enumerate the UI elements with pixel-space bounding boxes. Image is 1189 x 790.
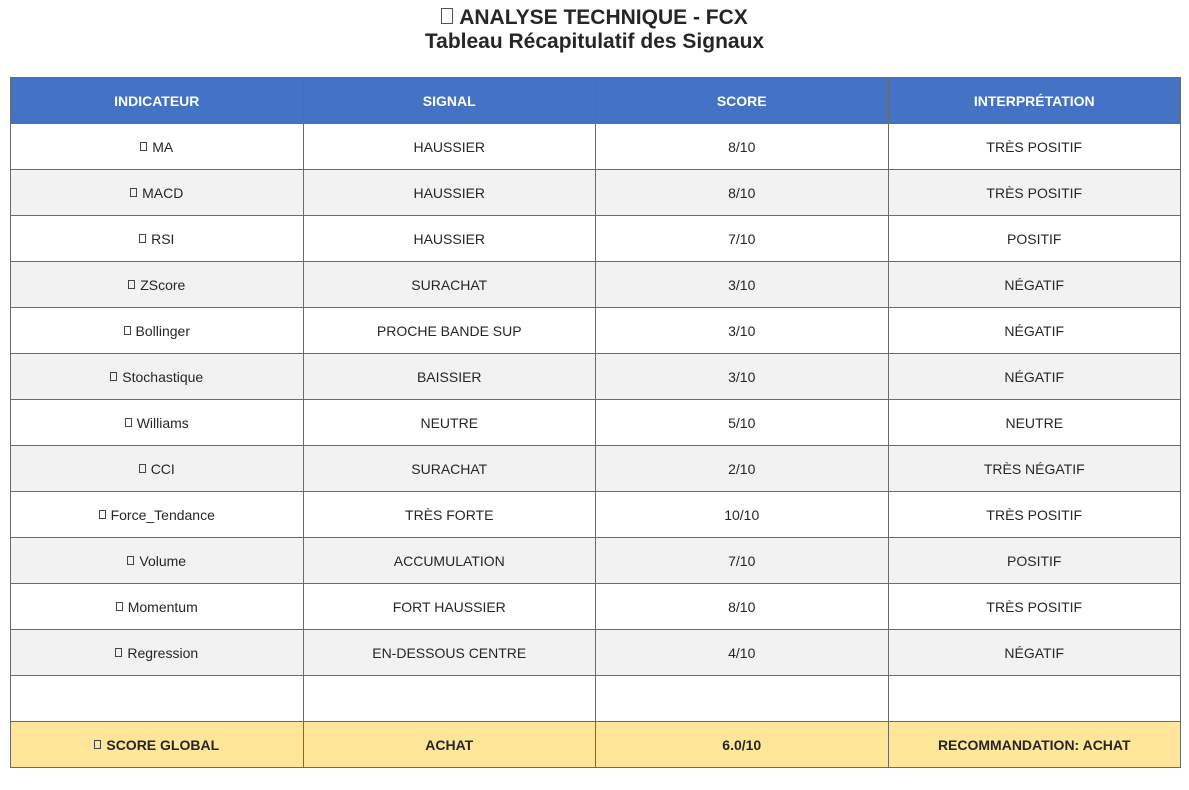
tofu-glyph-icon: [140, 142, 147, 151]
signal-text: HAUSSIER: [413, 184, 486, 201]
indicator-text: ZScore: [140, 276, 186, 293]
signal-text: TRÈS FORTE: [405, 506, 494, 523]
signal-cell: [303, 538, 596, 584]
table-row: [11, 262, 1181, 308]
interpretation-text: NÉGATIF: [1004, 644, 1065, 661]
indicator-text: MACD: [142, 184, 184, 201]
indicator-cell: [11, 676, 304, 722]
title-line-1: [0, 6, 1189, 30]
score-text: 4/10: [728, 644, 756, 661]
indicator-cell: [11, 216, 304, 262]
score-text: 8/10: [728, 138, 756, 155]
table-row: [11, 538, 1181, 584]
tofu-glyph-icon: [139, 234, 146, 243]
indicator-text: Bollinger: [135, 322, 190, 339]
interpretation-cell: [888, 308, 1181, 354]
indicator-text: Stochastique: [122, 368, 204, 385]
interpretation-cell: [888, 216, 1181, 262]
signal-cell: [303, 722, 596, 768]
indicator-cell: [11, 446, 304, 492]
score-cell: [596, 216, 889, 262]
interpretation-text: TRÈS POSITIF: [986, 184, 1083, 201]
score-text: 2/10: [728, 460, 756, 477]
interpretation-text: NEUTRE: [1005, 414, 1064, 431]
indicator-cell: [11, 538, 304, 584]
table-row: [11, 308, 1181, 354]
interpretation-text: TRÈS POSITIF: [986, 598, 1083, 615]
signal-text: FORT HAUSSIER: [392, 598, 506, 615]
tofu-glyph-icon: [130, 188, 137, 197]
indicator-cell: [11, 124, 304, 170]
interpretation-text: POSITIF: [1007, 230, 1062, 247]
score-text: 8/10: [728, 598, 756, 615]
signal-cell: [303, 308, 596, 354]
table-row: [11, 630, 1181, 676]
chart-title: [0, 6, 1189, 54]
header-signal: SIGNAL: [303, 78, 596, 124]
total-row: [11, 722, 1181, 768]
signal-cell: [303, 630, 596, 676]
interpretation-text: NÉGATIF: [1004, 276, 1065, 293]
interpretation-cell: [888, 354, 1181, 400]
table-row: [11, 354, 1181, 400]
indicator-text: Momentum: [127, 598, 198, 615]
indicator-cell: [11, 722, 304, 768]
title-text: ANALYSE TECHNIQUE - FCX: [459, 6, 748, 29]
tofu-glyph-icon: [441, 8, 453, 24]
signal-cell: [303, 446, 596, 492]
signal-cell: [303, 124, 596, 170]
signal-cell: [303, 492, 596, 538]
indicator-text: CCI: [150, 460, 175, 477]
indicator-cell: [11, 492, 304, 538]
signal-text: HAUSSIER: [413, 230, 486, 247]
subtitle: Tableau Récapitulatif des Signaux: [424, 30, 765, 53]
score-cell: [596, 354, 889, 400]
indicator-text: Regression: [127, 644, 199, 661]
interpretation-text: TRÈS NÉGATIF: [983, 460, 1085, 477]
indicator-text: Williams: [136, 414, 189, 431]
signal-cell: [303, 584, 596, 630]
table-row: [11, 400, 1181, 446]
score-text: 3/10: [728, 368, 756, 385]
score-cell: [596, 722, 889, 768]
score-text: 8/10: [728, 184, 756, 201]
score-text: 10/10: [724, 506, 760, 523]
header-indicateur: INDICATEUR: [11, 78, 304, 124]
interpretation-cell: [888, 124, 1181, 170]
header-score: SCORE: [596, 78, 889, 124]
interpretation-cell: [888, 170, 1181, 216]
interpretation-text: TRÈS POSITIF: [986, 138, 1083, 155]
score-text: 7/10: [728, 230, 756, 247]
tofu-glyph-icon: [124, 326, 131, 335]
indicator-text: Volume: [139, 552, 187, 569]
signal-cell: [303, 354, 596, 400]
interpretation-cell: [888, 630, 1181, 676]
tofu-glyph-icon: [125, 418, 132, 427]
table-row: [11, 446, 1181, 492]
tofu-glyph-icon: [94, 740, 101, 749]
indicator-text: RSI: [151, 230, 175, 247]
score-cell: [596, 446, 889, 492]
score-cell: [596, 676, 889, 722]
indicator-cell: [11, 262, 304, 308]
score-cell: [596, 170, 889, 216]
interpretation-cell: [888, 492, 1181, 538]
tofu-glyph-icon: [128, 280, 135, 289]
signal-cell: [303, 262, 596, 308]
table-row: [11, 216, 1181, 262]
tofu-glyph-icon: [139, 464, 146, 473]
indicator-cell: [11, 170, 304, 216]
signal-text: EN-DESSOUS CENTRE: [372, 644, 527, 661]
tofu-glyph-icon: [115, 648, 122, 657]
tofu-glyph-icon: [127, 556, 134, 565]
signal-text: ACCUMULATION: [393, 552, 505, 569]
interpretation-cell: [888, 400, 1181, 446]
signal-text: NEUTRE: [420, 414, 479, 431]
signal-cell: [303, 676, 596, 722]
score-cell: [596, 630, 889, 676]
table-row: [11, 492, 1181, 538]
indicator-text: SCORE GLOBAL: [106, 736, 220, 753]
interpretation-cell: [888, 446, 1181, 492]
signal-text: SURACHAT: [411, 460, 488, 477]
interpretation-cell: [888, 722, 1181, 768]
tofu-glyph-icon: [110, 372, 117, 381]
table-row: [11, 124, 1181, 170]
signal-text: ACHAT: [425, 736, 474, 753]
interpretation-text: NÉGATIF: [1004, 368, 1065, 385]
score-cell: [596, 124, 889, 170]
score-cell: [596, 400, 889, 446]
interpretation-text: NÉGATIF: [1004, 322, 1065, 339]
indicator-cell: [11, 400, 304, 446]
tofu-glyph-icon: [99, 510, 106, 519]
signal-cell: [303, 170, 596, 216]
score-cell: [596, 492, 889, 538]
table-header-row: [11, 78, 1181, 124]
indicator-text: MA: [152, 138, 174, 155]
score-cell: [596, 538, 889, 584]
score-cell: [596, 262, 889, 308]
table-row: [11, 584, 1181, 630]
interpretation-text: POSITIF: [1007, 552, 1062, 569]
interpretation-cell: [888, 262, 1181, 308]
indicator-cell: [11, 308, 304, 354]
signal-cell: [303, 400, 596, 446]
interpretation-text: TRÈS POSITIF: [986, 506, 1083, 523]
signal-text: SURACHAT: [411, 276, 488, 293]
header-interpretation: INTERPRÉTATION: [888, 78, 1181, 124]
score-text: 3/10: [728, 276, 756, 293]
signal-text: BAISSIER: [416, 368, 482, 385]
signal-summary-table: [10, 77, 1181, 768]
indicator-cell: [11, 354, 304, 400]
interpretation-cell: [888, 538, 1181, 584]
score-cell: [596, 584, 889, 630]
signal-text: HAUSSIER: [413, 138, 486, 155]
table-row: [11, 170, 1181, 216]
tofu-glyph-icon: [116, 602, 123, 611]
score-text: 7/10: [728, 552, 756, 569]
table-row: [11, 676, 1181, 722]
score-text: 5/10: [728, 414, 756, 431]
signal-cell: [303, 216, 596, 262]
signal-text: PROCHE BANDE SUP: [376, 322, 522, 339]
indicator-cell: [11, 630, 304, 676]
score-text: 3/10: [728, 322, 756, 339]
score-text: 6.0/10: [722, 736, 762, 753]
interpretation-cell: [888, 676, 1181, 722]
score-cell: [596, 308, 889, 354]
indicator-cell: [11, 584, 304, 630]
indicator-text: Force_Tendance: [110, 506, 215, 523]
interpretation-cell: [888, 584, 1181, 630]
interpretation-text: RECOMMANDATION: ACHAT: [937, 736, 1131, 753]
